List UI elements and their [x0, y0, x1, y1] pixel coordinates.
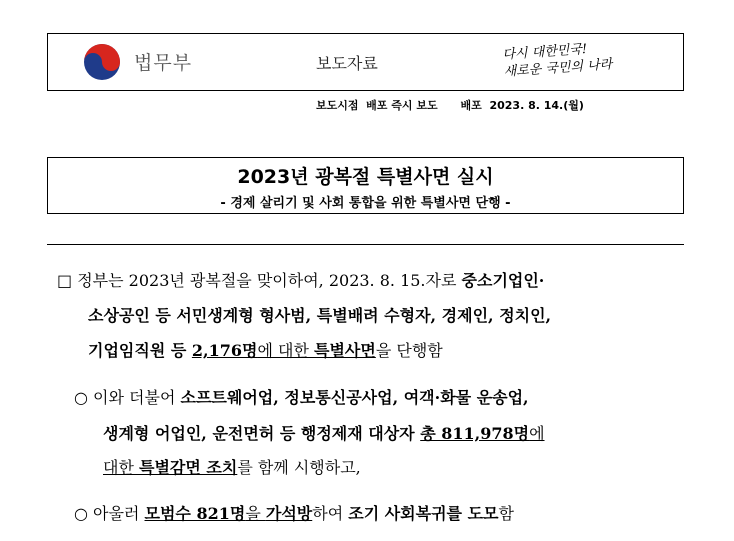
divider — [47, 244, 684, 245]
p1-l3-c: 에 대한 — [257, 341, 314, 360]
p3-e: 하여 — [312, 504, 349, 523]
page-title: 2023년 광복절 특별사면 실시 — [237, 166, 494, 188]
document-type: 보도자료 — [316, 54, 378, 73]
taegeuk-emblem-icon — [82, 42, 122, 82]
p2-l1-b: 소프트웨어업, 정보통신공사업, 여객·화물 운송업, — [180, 388, 529, 407]
p2-l3-a: 대한 — [103, 458, 139, 477]
p3-parole: 가석방 — [265, 504, 313, 523]
p3-line-1 — [74, 501, 514, 524]
p1-l1-text: 정부는 2023년 광복절을 맞이하여, 2023. 8. 15.자로 — [72, 271, 462, 290]
p3-g: 함 — [498, 504, 514, 523]
square-bullet: □ — [57, 271, 73, 290]
p1-l3-a: 기업임직원 등 — [88, 341, 192, 360]
circle-bullet-2: ○ — [74, 504, 88, 523]
ministry-name: 법무부 — [134, 52, 193, 74]
page-subtitle: - 경제 살리기 및 사회 통합을 위한 특별사면 단행 - — [220, 196, 511, 211]
p2-l1-a: 이와 더불어 — [87, 388, 181, 407]
p1-line-2: 소상공인 등 서민생계형 형사범, 특별배려 수형자, 경제인, 정치인, — [88, 306, 552, 325]
title-box — [47, 157, 684, 214]
p3-f: 조기 사회복귀를 도모 — [348, 504, 499, 523]
p2-l2-c: 에 — [529, 424, 545, 443]
p1-line-3 — [88, 338, 443, 361]
p2-l3-c: 를 함께 시행하고, — [237, 458, 361, 477]
p2-l2-count: 총 811,978명 — [420, 424, 530, 443]
p3-c: 을 — [245, 504, 266, 523]
p3-count: 모범수 821명 — [144, 504, 246, 523]
circle-bullet: ○ — [74, 388, 88, 407]
slogan-line-1: 다시 대한민국! — [502, 41, 588, 63]
p2-line-1 — [74, 385, 529, 408]
p2-line-3 — [103, 455, 361, 478]
p1-line-1 — [57, 268, 544, 291]
p2-line-2 — [103, 421, 545, 444]
p2-l2-a: 생계형 어업인, 운전면허 등 행정제재 대상자 — [103, 424, 421, 443]
header-box — [47, 33, 684, 91]
release-info: 보도시점 배포 즉시 보도 배포 2023. 8. 14.(월) — [316, 99, 584, 112]
slogan — [502, 39, 613, 81]
p1-l3-e: 을 단행함 — [375, 341, 443, 360]
p1-l1-bold: 중소기업인· — [461, 271, 545, 290]
p1-l3-count: 2,176명 — [191, 341, 258, 360]
p3-a: 아울러 — [87, 504, 145, 523]
p2-l3-measure: 특별감면 조치 — [139, 458, 238, 477]
slogan-line-2: 새로운 국민의 나라 — [503, 57, 613, 80]
p1-l3-pardon: 특별사면 — [314, 341, 376, 360]
